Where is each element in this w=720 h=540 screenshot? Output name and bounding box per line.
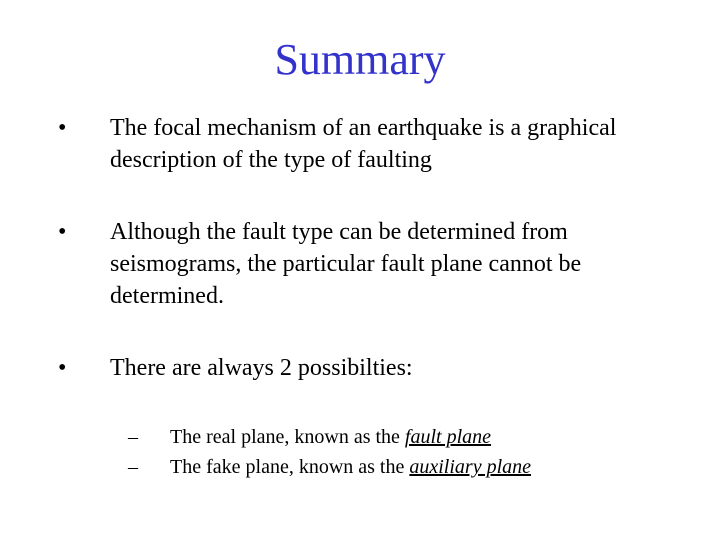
bullet-text: There are always 2 possibilties: xyxy=(110,355,413,381)
sub-bullet-marker: – xyxy=(128,426,138,448)
auxiliary-plane-term: auxiliary plane xyxy=(409,456,531,478)
sub-bullet-prefix: The fake plane, known as the xyxy=(170,456,410,478)
sub-bullet-text xyxy=(170,454,531,480)
sub-bullet-prefix: The real plane, known as the xyxy=(170,426,405,448)
bullet-marker: • xyxy=(58,219,67,245)
bullet-text: The focal mechanism of an earthquake is a graphical description of the type of faulting xyxy=(110,115,617,173)
sub-bullet-marker: – xyxy=(128,456,138,478)
bullet-marker: • xyxy=(58,355,67,381)
slide-title: Summary xyxy=(274,35,446,84)
bullet-text: Although the fault type can be determined from seismograms, the particular fault plane cannot be determined. xyxy=(110,219,582,309)
bullet-marker: • xyxy=(58,115,67,141)
sub-bullet-text xyxy=(170,424,491,450)
fault-plane-term: fault plane xyxy=(404,426,492,448)
